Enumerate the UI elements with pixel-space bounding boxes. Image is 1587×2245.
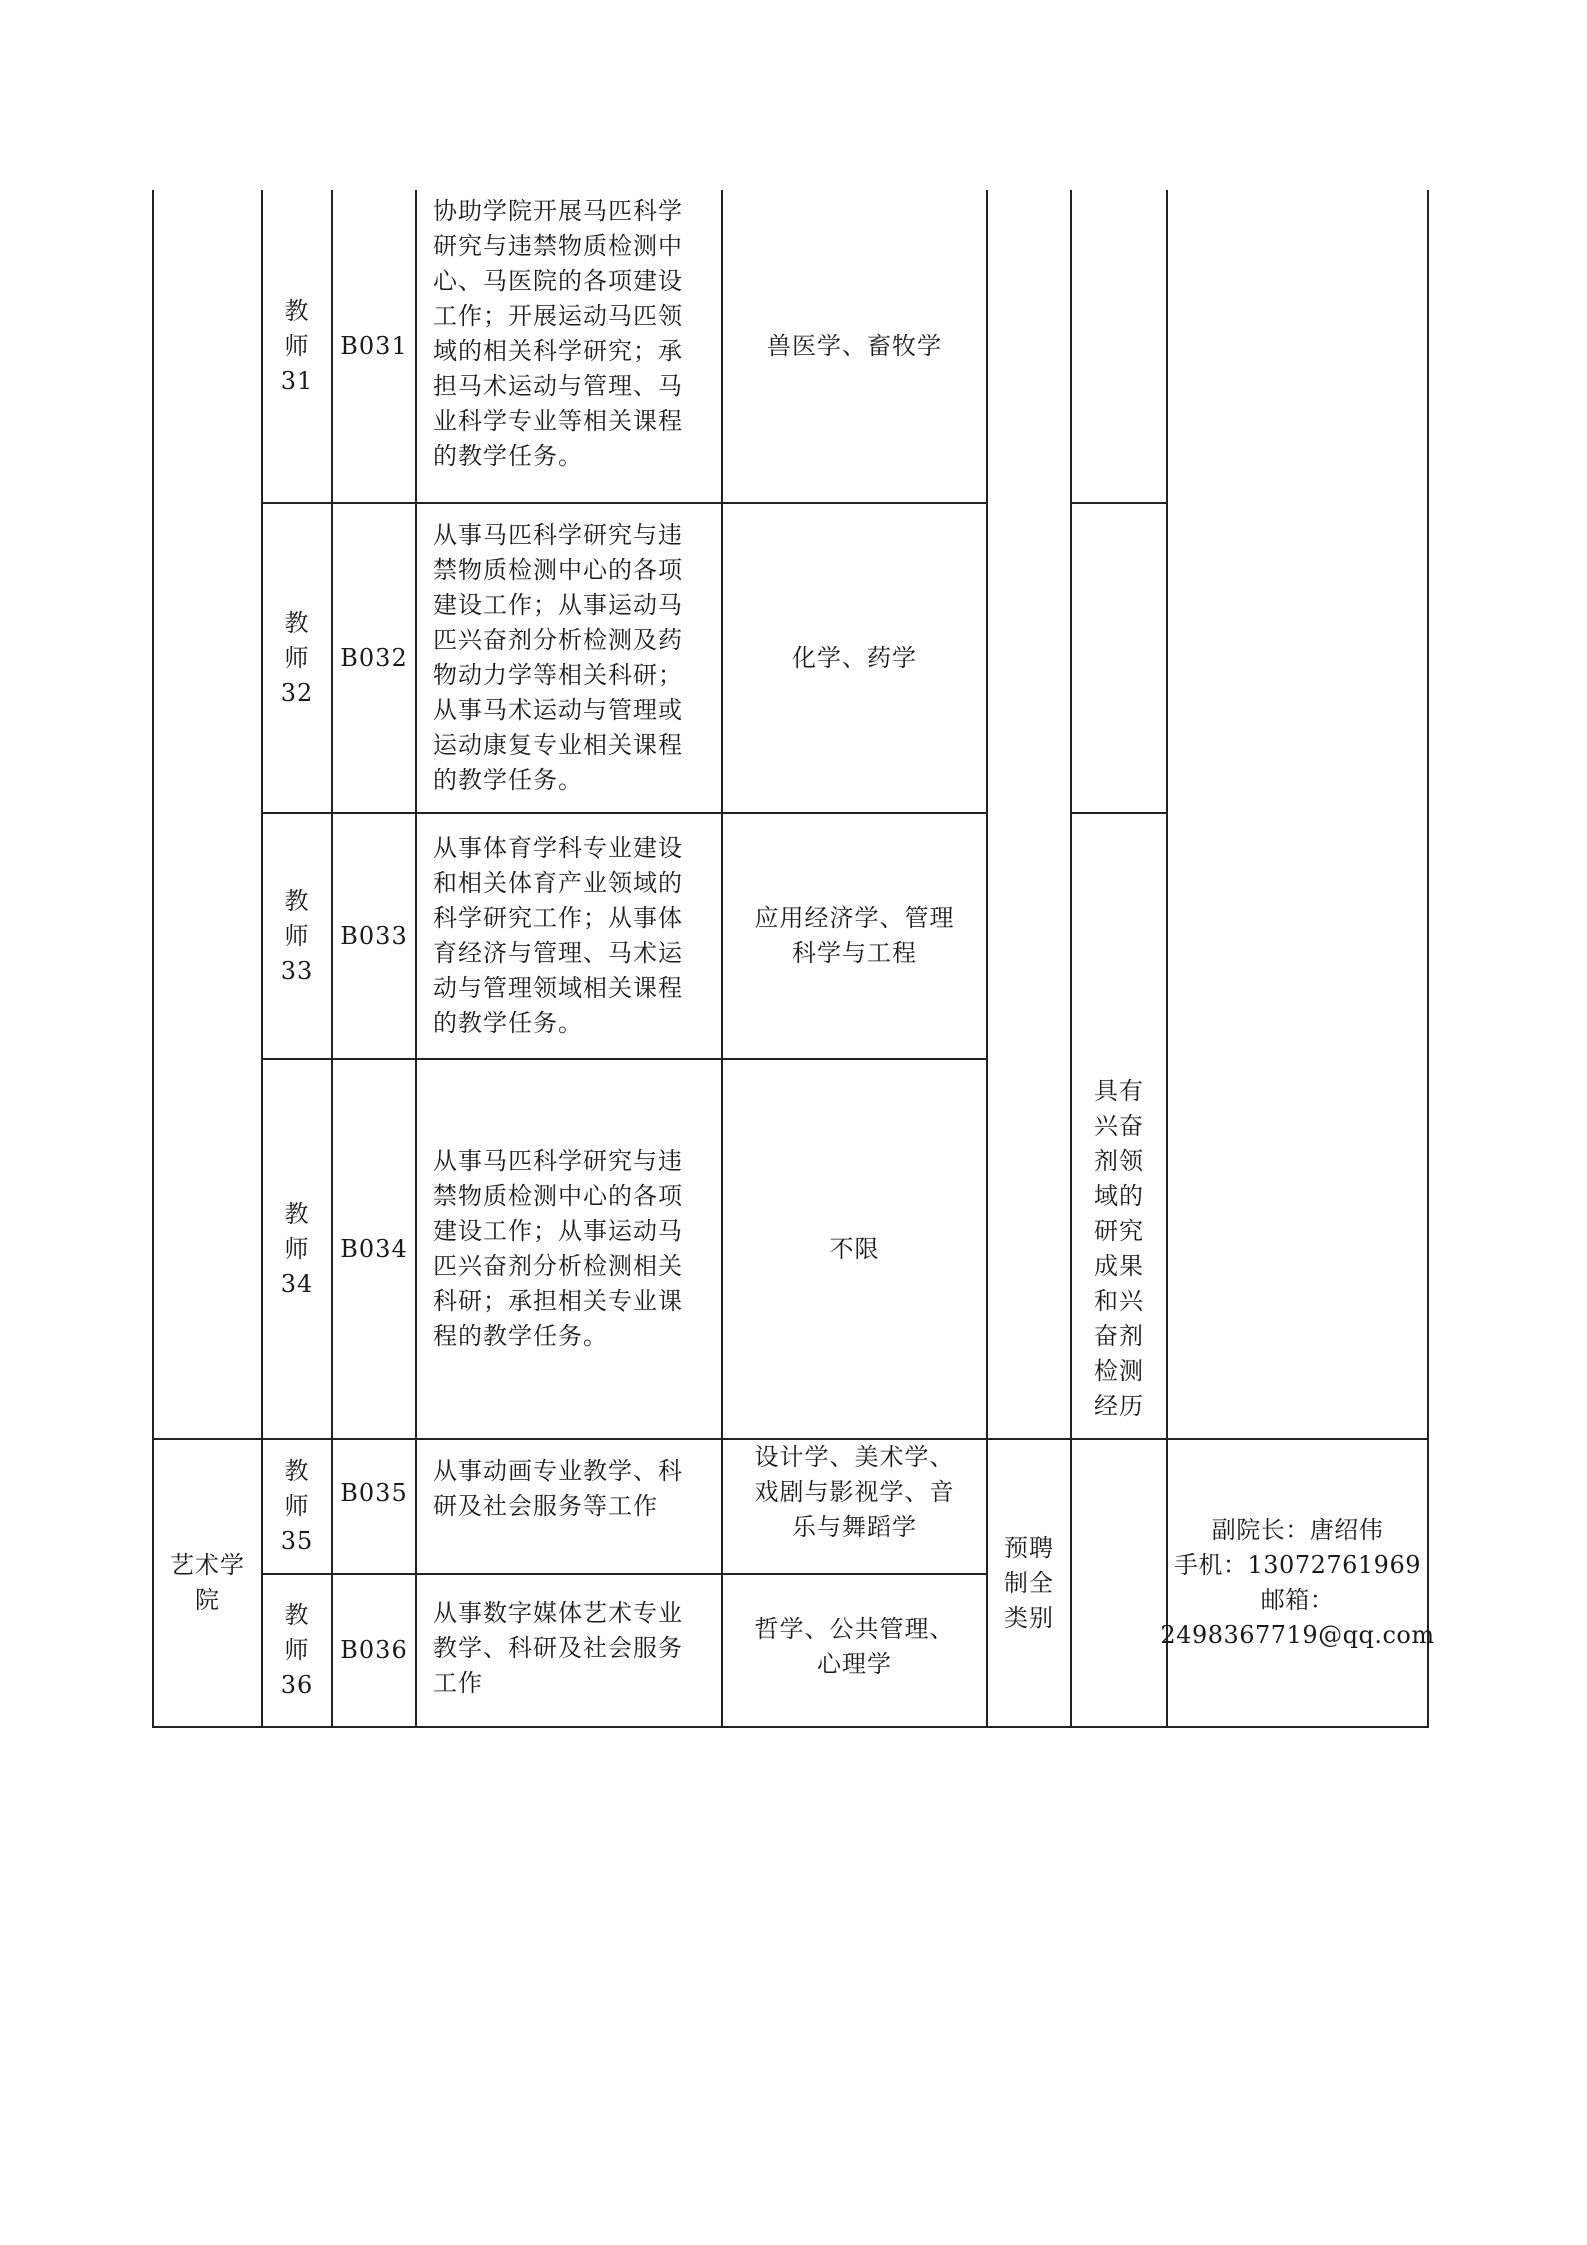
row-divider-31-32-req xyxy=(1070,502,1168,504)
position-label: 教 师 33 xyxy=(280,886,314,985)
position-label: 教 师 35 xyxy=(280,1457,314,1555)
row-divider-32-33-req xyxy=(1070,812,1168,814)
duties-text: 从事体育学科专业建设 和相关体育产业领域的 科学研究工作；从事体 育经济与管理、马术运 动与管理领域相关课程 的教学任务。 xyxy=(433,834,683,1037)
position-code: B035 xyxy=(340,1479,408,1507)
duties-text: 从事动画专业教学、科 研及社会服务等工作 xyxy=(433,1457,683,1520)
duties-text: 协助学院开展马匹科学 研究与违禁物质检测中 心、马医院的各项建设 工作；开展运动马匹领 域的相关科学研究；承 担马术运动与管理、马 业科学专业等相关课程 的教学任务。 xyxy=(433,197,683,470)
duties-text: 从事马匹科学研究与违 禁物质检测中心的各项 建设工作；从事运动马 匹兴奋剂分析检测及药 物动力学等相关科研； 从事马术运动与管理或 运动康复专业相关课程 的教学任务。 xyxy=(433,521,683,794)
position-label: 教 师 32 xyxy=(280,608,314,707)
position-cell-34 xyxy=(263,1060,331,1438)
position-code: B031 xyxy=(340,331,408,360)
major-cell-32 xyxy=(723,504,986,812)
position-code: B034 xyxy=(340,1234,408,1263)
position-code: B036 xyxy=(340,1636,408,1664)
code-cell-36 xyxy=(333,1575,415,1726)
code-cell-34 xyxy=(333,1060,415,1438)
code-cell-33 xyxy=(333,814,415,1058)
position-label: 教 师 36 xyxy=(280,1601,314,1699)
duties-cell-34 xyxy=(417,1060,721,1438)
category-text: 预聘 制全 类别 xyxy=(1004,1533,1054,1632)
contact-cell-art xyxy=(1160,1440,1435,1726)
major-cell-31 xyxy=(723,190,986,502)
position-label: 教 师 34 xyxy=(280,1199,314,1298)
college-cell-art xyxy=(154,1440,261,1726)
major-cell-33 xyxy=(723,814,986,1058)
position-cell-36 xyxy=(263,1575,331,1726)
duties-cell-33 xyxy=(417,814,721,1058)
requirement-text: 具有 兴奋 剂领 域的 研究 成果 和兴 奋剂 检测 经历 xyxy=(1094,1077,1144,1420)
position-cell-32 xyxy=(263,504,331,812)
contact-text: 副院长：唐绍伟 手机：13072761969 邮箱： 2498367719@qq.com xyxy=(1160,1516,1435,1649)
code-cell-35 xyxy=(333,1440,415,1547)
code-cell-32 xyxy=(333,504,415,812)
major-text: 化学、药学 xyxy=(792,643,917,672)
table-border-bottom xyxy=(152,1726,1429,1728)
position-label: 教 师 31 xyxy=(280,296,314,395)
major-text: 应用经济学、管理 科学与工程 xyxy=(754,904,955,967)
position-cell-35 xyxy=(263,1440,331,1573)
major-text: 设计学、美术学、 戏剧与影视学、音 乐与舞蹈学 xyxy=(754,1443,955,1541)
table-border-col6 xyxy=(1070,190,1072,1728)
position-code: B032 xyxy=(340,643,408,672)
position-code: B033 xyxy=(340,921,408,950)
duties-text: 从事数字媒体艺术专业 教学、科研及社会服务 工作 xyxy=(433,1599,683,1697)
major-cell-36 xyxy=(723,1575,986,1726)
major-text: 哲学、公共管理、 心理学 xyxy=(754,1614,955,1678)
table-border-right xyxy=(1427,190,1429,1728)
duties-cell-36 xyxy=(417,1575,721,1726)
duties-cell-31 xyxy=(417,190,721,502)
college-name: 艺术学 院 xyxy=(170,1551,245,1614)
requirement-cell-34 xyxy=(1072,1060,1166,1438)
code-cell-31 xyxy=(333,190,415,502)
major-text: 不限 xyxy=(829,1234,880,1263)
duties-cell-35 xyxy=(417,1440,721,1573)
major-text: 兽医学、畜牧学 xyxy=(767,331,942,360)
major-cell-35 xyxy=(723,1440,986,1573)
position-cell-33 xyxy=(263,814,331,1058)
category-cell-art xyxy=(988,1440,1070,1726)
duties-cell-32 xyxy=(417,504,721,812)
major-cell-34 xyxy=(723,1060,986,1438)
position-cell-31 xyxy=(263,190,331,502)
duties-text: 从事马匹科学研究与违 禁物质检测中心的各项 建设工作；从事运动马 匹兴奋剂分析检测相关 科研；承担相关专业课 程的教学任务。 xyxy=(433,1147,683,1350)
